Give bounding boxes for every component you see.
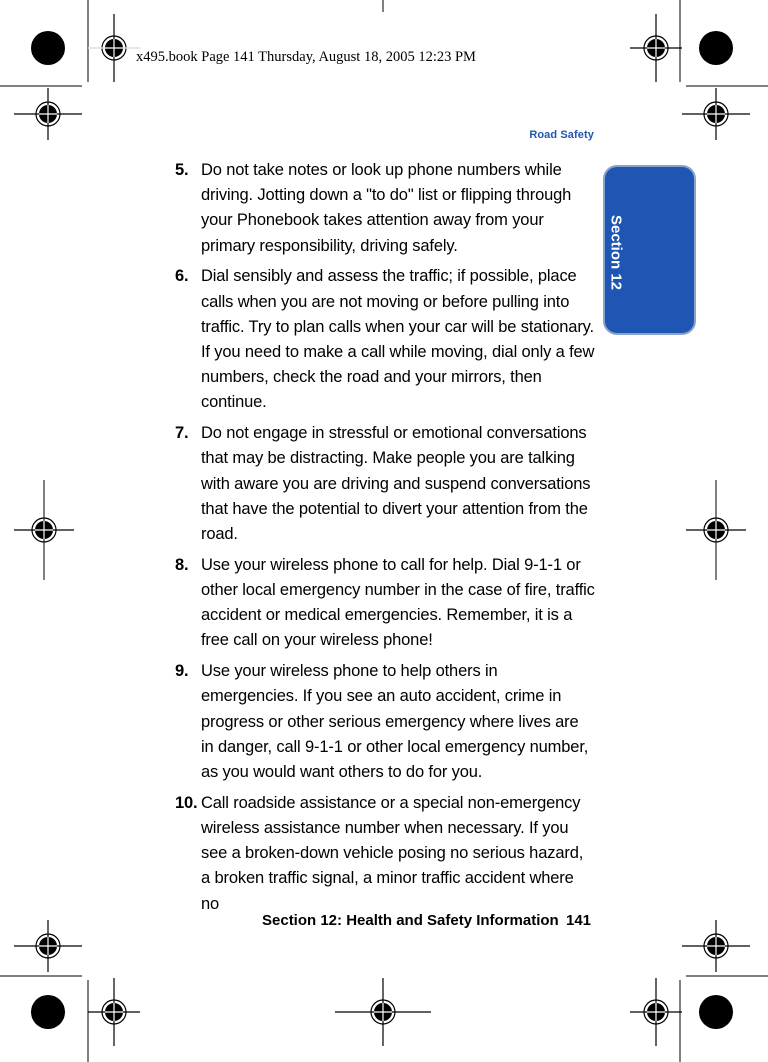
list-item <box>175 553 595 654</box>
starburst-mark-bottom-left <box>31 995 65 1029</box>
registration-mark-bottom-left-outer <box>88 978 140 1046</box>
registration-mark-mid-left <box>14 518 74 542</box>
starburst-mark-top-right <box>699 31 733 65</box>
list-item <box>175 264 595 415</box>
list-item-text: Use your wireless phone to call for help. Dial 9-1-1 or other local emergency number in the case of fire, traffic accident or medical emergencies. Remember, it is a free call on your wireless phone! <box>201 555 595 650</box>
registration-mark-top-left <box>14 88 82 140</box>
registration-mark-bottom-center <box>335 978 431 1046</box>
page-number: 141 <box>566 912 592 929</box>
starburst-mark-bottom-right <box>699 995 733 1029</box>
list-item-number: 5. <box>175 161 189 179</box>
list-item-number: 10. <box>175 793 198 812</box>
running-head: Road Safety <box>529 129 594 141</box>
list-item <box>175 791 595 917</box>
starburst-mark-top-left <box>31 31 65 65</box>
list-item <box>175 659 595 785</box>
list-item-text: Dial sensibly and assess the traffic; if possible, place calls when you are not moving or before pulling into traffic. Try to plan calls when your car will be stationary. If you need to make a call while moving, dial only a few numbers, check the road and your mirrors, then continue. <box>201 267 595 412</box>
section-tab-label: Section 12 <box>607 214 625 291</box>
list-item-text: Use your wireless phone to help others in emergencies. If you see an auto accident, crime in progress or other serious emergency where lives are in danger, call 9-1-1 or other local emergency number, as you would want others to do for you. <box>201 662 589 782</box>
list-item-number: 9. <box>175 662 189 681</box>
list-item-text: Do not take notes or look up phone numbers while driving. Jotting down a "to do" list or flipping through your Phonebook takes attention away from your primary responsibility, driving safely. <box>201 161 572 255</box>
footer-title: Section 12: Health and Safety Information <box>262 912 559 929</box>
registration-mark-bottom-right <box>682 920 750 972</box>
page-footer <box>262 912 592 929</box>
list-item-text: Call roadside assistance or a special non-emergency wireless assistance number when necessary. If you see a broken-down vehicle posing no serious hazard, a broken traffic signal, a minor traffic accident where no <box>201 793 584 913</box>
list-item-number: 6. <box>175 267 189 286</box>
registration-mark-top-right-outer <box>630 14 682 82</box>
registration-mark-mid-right <box>686 518 746 542</box>
registration-mark-top-left-outer <box>88 14 140 82</box>
registration-mark-bottom-right-outer <box>630 978 682 1046</box>
registration-mark-top-right <box>682 88 750 140</box>
list-item-text: Do not engage in stressful or emotional conversations that may be distracting. Make people you are talking with aware you are driving and suspend conversations that have the potential to divert your attention from the road. <box>201 424 591 544</box>
list-item <box>175 421 595 547</box>
numbered-list <box>175 158 595 922</box>
registration-mark-bottom-left <box>14 920 82 972</box>
list-item <box>175 158 595 259</box>
list-item-number: 8. <box>175 555 189 574</box>
print-slug: x495.book Page 141 Thursday, August 18, 2005 12:23 PM <box>136 49 476 65</box>
list-item-number: 7. <box>175 424 189 443</box>
